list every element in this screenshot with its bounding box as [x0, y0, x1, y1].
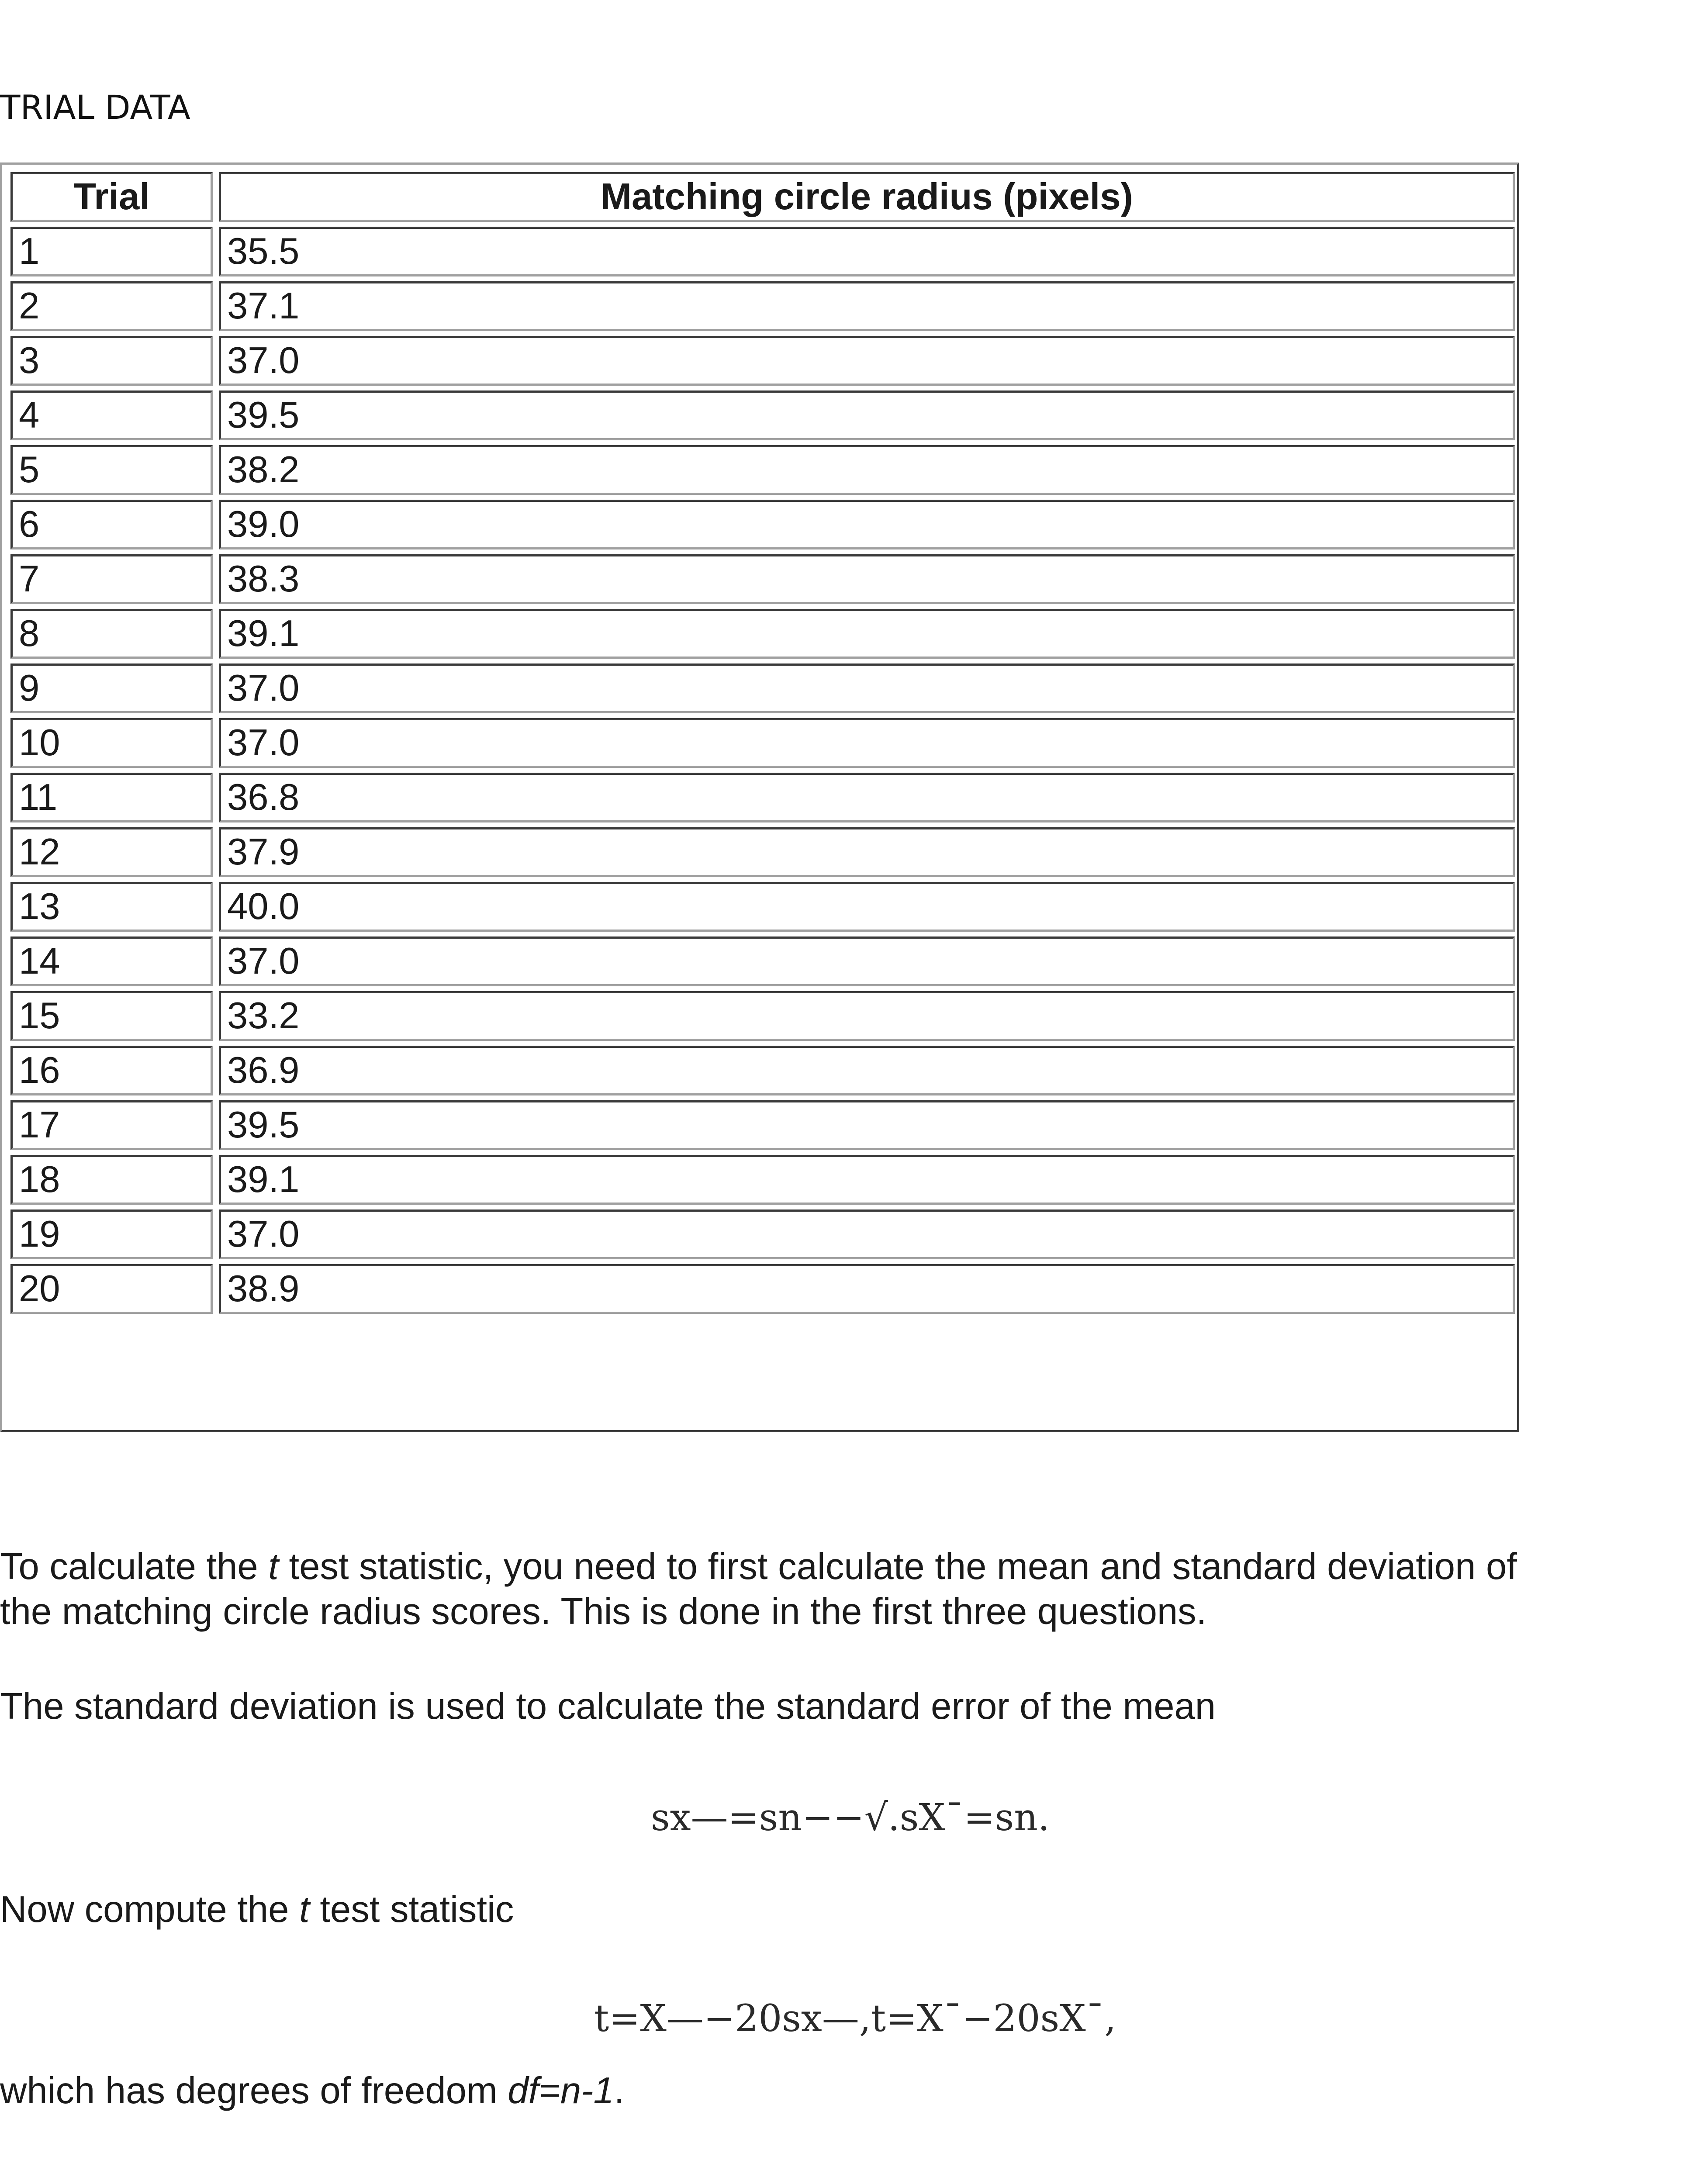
trial-number-cell: 7: [10, 554, 213, 604]
radius-value-cell: 39.5: [219, 390, 1515, 440]
radius-value-cell: 36.8: [219, 773, 1515, 822]
table-row: [10, 1209, 1515, 1259]
radius-value-cell: 35.5: [219, 227, 1515, 276]
table-row: [10, 991, 1515, 1041]
radius-value-cell: 38.9: [219, 1264, 1515, 1314]
trial-number-cell: 15: [10, 991, 213, 1041]
t-statistic-formula: t=X—−20sx—,t=X¯−20sX¯,: [594, 1997, 1116, 2040]
table-row: [10, 773, 1515, 822]
trial-number-cell: 11: [10, 773, 213, 822]
trial-data-table-frame: [0, 162, 1519, 1432]
trial-number-cell: 19: [10, 1209, 213, 1259]
radius-value-cell: 38.2: [219, 445, 1515, 495]
radius-value-cell: 37.0: [219, 1209, 1515, 1259]
df-text: which has degrees of freedom: [0, 2070, 508, 2111]
radius-value-cell: 33.2: [219, 991, 1515, 1041]
table-row: [10, 936, 1515, 986]
table-row: [10, 500, 1515, 549]
table-body: [10, 227, 1515, 1314]
trial-number-cell: 13: [10, 882, 213, 932]
trial-number-cell: 10: [10, 718, 213, 768]
trial-number-cell: 3: [10, 336, 213, 386]
radius-value-cell: 38.3: [219, 554, 1515, 604]
df-expression: df=n-1: [508, 2070, 614, 2111]
table-row: [10, 1100, 1515, 1150]
table-row: [10, 445, 1515, 495]
t-statistic-text: Now compute the: [0, 1889, 300, 1930]
trial-number-cell: 17: [10, 1100, 213, 1150]
trial-number-cell: 20: [10, 1264, 213, 1314]
trial-number-cell: 12: [10, 827, 213, 877]
standard-error-formula: sx—=sn−−√.sX¯=sn.: [651, 1796, 1050, 1839]
t-symbol: t: [268, 1546, 279, 1587]
table-row: [10, 827, 1515, 877]
section-heading: TRIAL DATA: [0, 88, 190, 127]
intro-text-continued: test statistic, you need to first calculate the mean and standard deviation of: [278, 1546, 1517, 1587]
trial-number-cell: 5: [10, 445, 213, 495]
t-symbol: t: [299, 1889, 310, 1930]
radius-value-cell: 37.0: [219, 336, 1515, 386]
trial-number-cell: 14: [10, 936, 213, 986]
trial-number-cell: 16: [10, 1046, 213, 1095]
radius-value-cell: 37.1: [219, 281, 1515, 331]
column-header-radius: Matching circle radius (pixels): [219, 172, 1515, 222]
radius-value-cell: 39.1: [219, 609, 1515, 659]
t-statistic-text-continued: test statistic: [309, 1889, 514, 1930]
degrees-of-freedom-paragraph: [0, 2068, 624, 2114]
radius-value-cell: 37.9: [219, 827, 1515, 877]
radius-value-cell: 39.5: [219, 1100, 1515, 1150]
table-row: [10, 1264, 1515, 1314]
radius-value-cell: 39.1: [219, 1155, 1515, 1205]
trial-number-cell: 9: [10, 663, 213, 713]
radius-value-cell: 36.9: [219, 1046, 1515, 1095]
trial-number-cell: 4: [10, 390, 213, 440]
table-row: [10, 663, 1515, 713]
column-header-trial: Trial: [10, 172, 213, 222]
trial-number-cell: 1: [10, 227, 213, 276]
t-statistic-paragraph: [0, 1887, 514, 1932]
radius-value-cell: 39.0: [219, 500, 1515, 549]
table-row: [10, 281, 1515, 331]
table-row: [10, 1155, 1515, 1205]
trial-number-cell: 8: [10, 609, 213, 659]
radius-value-cell: 37.0: [219, 663, 1515, 713]
table-row: [10, 554, 1515, 604]
standard-error-paragraph: The standard deviation is used to calculate the standard error of the mean: [0, 1686, 1216, 1727]
table-row: [10, 609, 1515, 659]
table-header-row: [10, 172, 1515, 222]
table-row: [10, 336, 1515, 386]
df-period: .: [614, 2070, 625, 2111]
table-row: [10, 882, 1515, 932]
table-row: [10, 390, 1515, 440]
table-row: [10, 1046, 1515, 1095]
radius-value-cell: 37.0: [219, 936, 1515, 986]
radius-value-cell: 37.0: [219, 718, 1515, 768]
table-row: [10, 718, 1515, 768]
intro-text: To calculate the: [0, 1546, 269, 1587]
table-row: [10, 227, 1515, 276]
intro-paragraph-line-2: the matching circle radius scores. This is done in the first three questions.: [0, 1591, 1207, 1632]
trial-number-cell: 6: [10, 500, 213, 549]
intro-paragraph-line-1: [0, 1544, 1517, 1590]
trial-data-table: [4, 167, 1521, 1319]
trial-number-cell: 18: [10, 1155, 213, 1205]
radius-value-cell: 40.0: [219, 882, 1515, 932]
trial-number-cell: 2: [10, 281, 213, 331]
